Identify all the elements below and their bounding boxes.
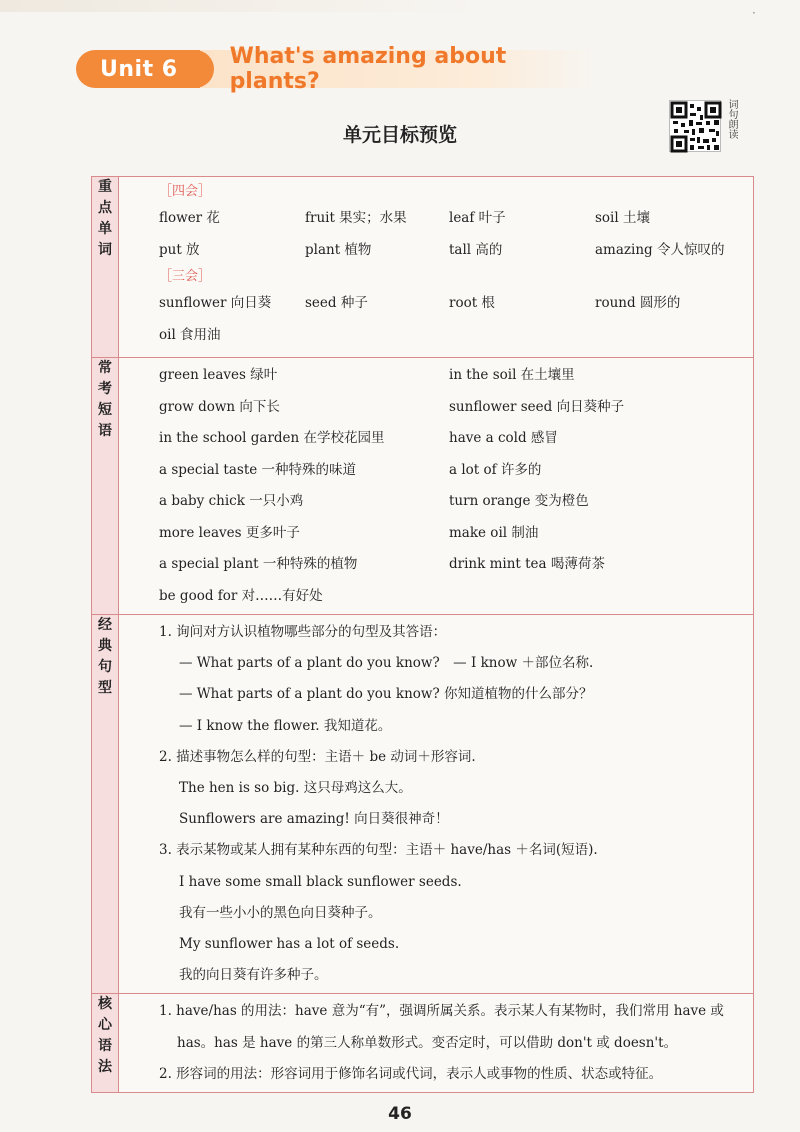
word-item: amazing 令人惊叹的 [595, 241, 725, 258]
word-item: sunflower 向日葵 [159, 295, 272, 311]
top-band [0, 0, 800, 12]
sentences-label: 经典句型 [92, 615, 119, 994]
phrase-item: be good for 对……有好处 [159, 587, 323, 604]
words-content [119, 177, 754, 358]
phrase-item: have a cold 感冒 [449, 430, 558, 446]
sentence-line: 我有一些小小的黑色向日葵种子。 [179, 904, 382, 921]
grammar-line: 2. 形容词的用法：形容词用于修饰名词或代词，表示人或事物的性质、状态或特征。 [159, 1065, 663, 1082]
word-item: soil 土壤 [595, 210, 650, 226]
unit-title-band [200, 44, 596, 94]
sentence-line: — I know the flower. 我知道花。 [179, 717, 392, 734]
qr-caption: 词句朗读 [726, 99, 737, 139]
phrases-label: 常考短语 [92, 358, 119, 615]
page-number: 46 [388, 1104, 412, 1124]
sentence-heading: 1. 询问对方认识植物哪些部分的句型及其答语： [159, 624, 447, 640]
word-item: tall 高的 [449, 241, 503, 258]
phrase-item: in the soil 在土壤里 [449, 367, 575, 383]
word-item: oil 食用油 [159, 326, 221, 343]
phrase-item: green leaves 绿叶 [159, 367, 278, 383]
word-item: flower 花 [159, 210, 220, 226]
unit-preview-table [91, 176, 754, 1093]
qr-code-icon[interactable] [669, 100, 721, 152]
word-item: root 根 [449, 295, 495, 311]
grammar-row [92, 994, 754, 1093]
four-skill-tag: ［四会］ [159, 184, 212, 199]
sentences-content [119, 615, 754, 994]
grammar-content [119, 994, 754, 1093]
phrase-item: a baby chick 一只小鸡 [159, 493, 304, 509]
phrase-item: grow down 向下长 [159, 398, 280, 415]
unit-header [76, 44, 596, 94]
word-item: plant 植物 [305, 241, 372, 258]
phrase-item: in the school garden 在学校花园里 [159, 430, 385, 446]
word-item: round 圆形的 [595, 295, 681, 311]
words-row [92, 177, 754, 358]
sentences-row [92, 615, 754, 994]
sentence-line: — What parts of a plant do you know? 你知道植物的什么部分？ [179, 686, 593, 703]
word-item: seed 种子 [305, 295, 368, 311]
three-skill-words [159, 288, 745, 351]
sentence-heading: 3. 表示某物或某人拥有某种东西的句型：主语＋ have/has ＋名词(短语). [159, 842, 598, 859]
phrase-item: a special taste 一种特殊的味道 [159, 461, 357, 478]
phrases-row [92, 358, 754, 615]
grammar-label: 核心语法 [92, 994, 119, 1093]
sentence-line: — What parts of a plant do you know? — I know ＋部位名称. [179, 655, 594, 672]
word-item: put 放 [159, 241, 200, 258]
four-skill-words [159, 203, 745, 266]
sentence-line: The hen is so big. 这只母鸡这么大。 [179, 780, 412, 797]
unit-title: What's amazing about plants? [229, 44, 507, 94]
phrase-grid [159, 360, 745, 612]
phrases-content [119, 358, 754, 615]
unit-label: Unit 6 [76, 50, 200, 88]
phrase-item: more leaves 更多叶子 [159, 524, 300, 541]
phrase-item: a special plant 一种特殊的植物 [159, 556, 358, 572]
words-label: 重点单词 [92, 177, 119, 358]
sentence-line: My sunflower has a lot of seeds. [179, 936, 400, 953]
sentence-heading: 2. 描述事物怎么样的句型：主语＋ be 动词＋形容词. [159, 748, 476, 765]
phrase-item: make oil 制油 [449, 524, 539, 541]
word-item: fruit 果实；水果 [305, 210, 407, 226]
grammar-line: 1. have/has 的用法：have 意为“有”，强调所属关系。表示某人有某物时，我们常用 have 或 [159, 1003, 724, 1020]
phrase-item: sunflower seed 向日葵种子 [449, 398, 625, 415]
phrase-item: turn orange 变为橙色 [449, 493, 589, 509]
word-item: leaf 叶子 [449, 210, 506, 226]
grammar-line: has。has 是 have 的第三人称单数形式。变否定时，可以借助 don't 或 doesn't。 [177, 1034, 678, 1051]
sentence-line: Sunflowers are amazing! 向日葵很神奇！ [179, 811, 449, 828]
section-title: 单元目标预览 [342, 124, 457, 146]
three-skill-tag: ［三会］ [159, 269, 212, 284]
sentence-line: I have some small black sunflower seeds. [179, 873, 462, 890]
phrase-item: a lot of 许多的 [449, 461, 542, 478]
corner-mark: · [752, 6, 756, 20]
phrase-item: drink mint tea 喝薄荷茶 [449, 556, 605, 572]
sentence-line: 我的向日葵有许多种子。 [179, 967, 328, 984]
